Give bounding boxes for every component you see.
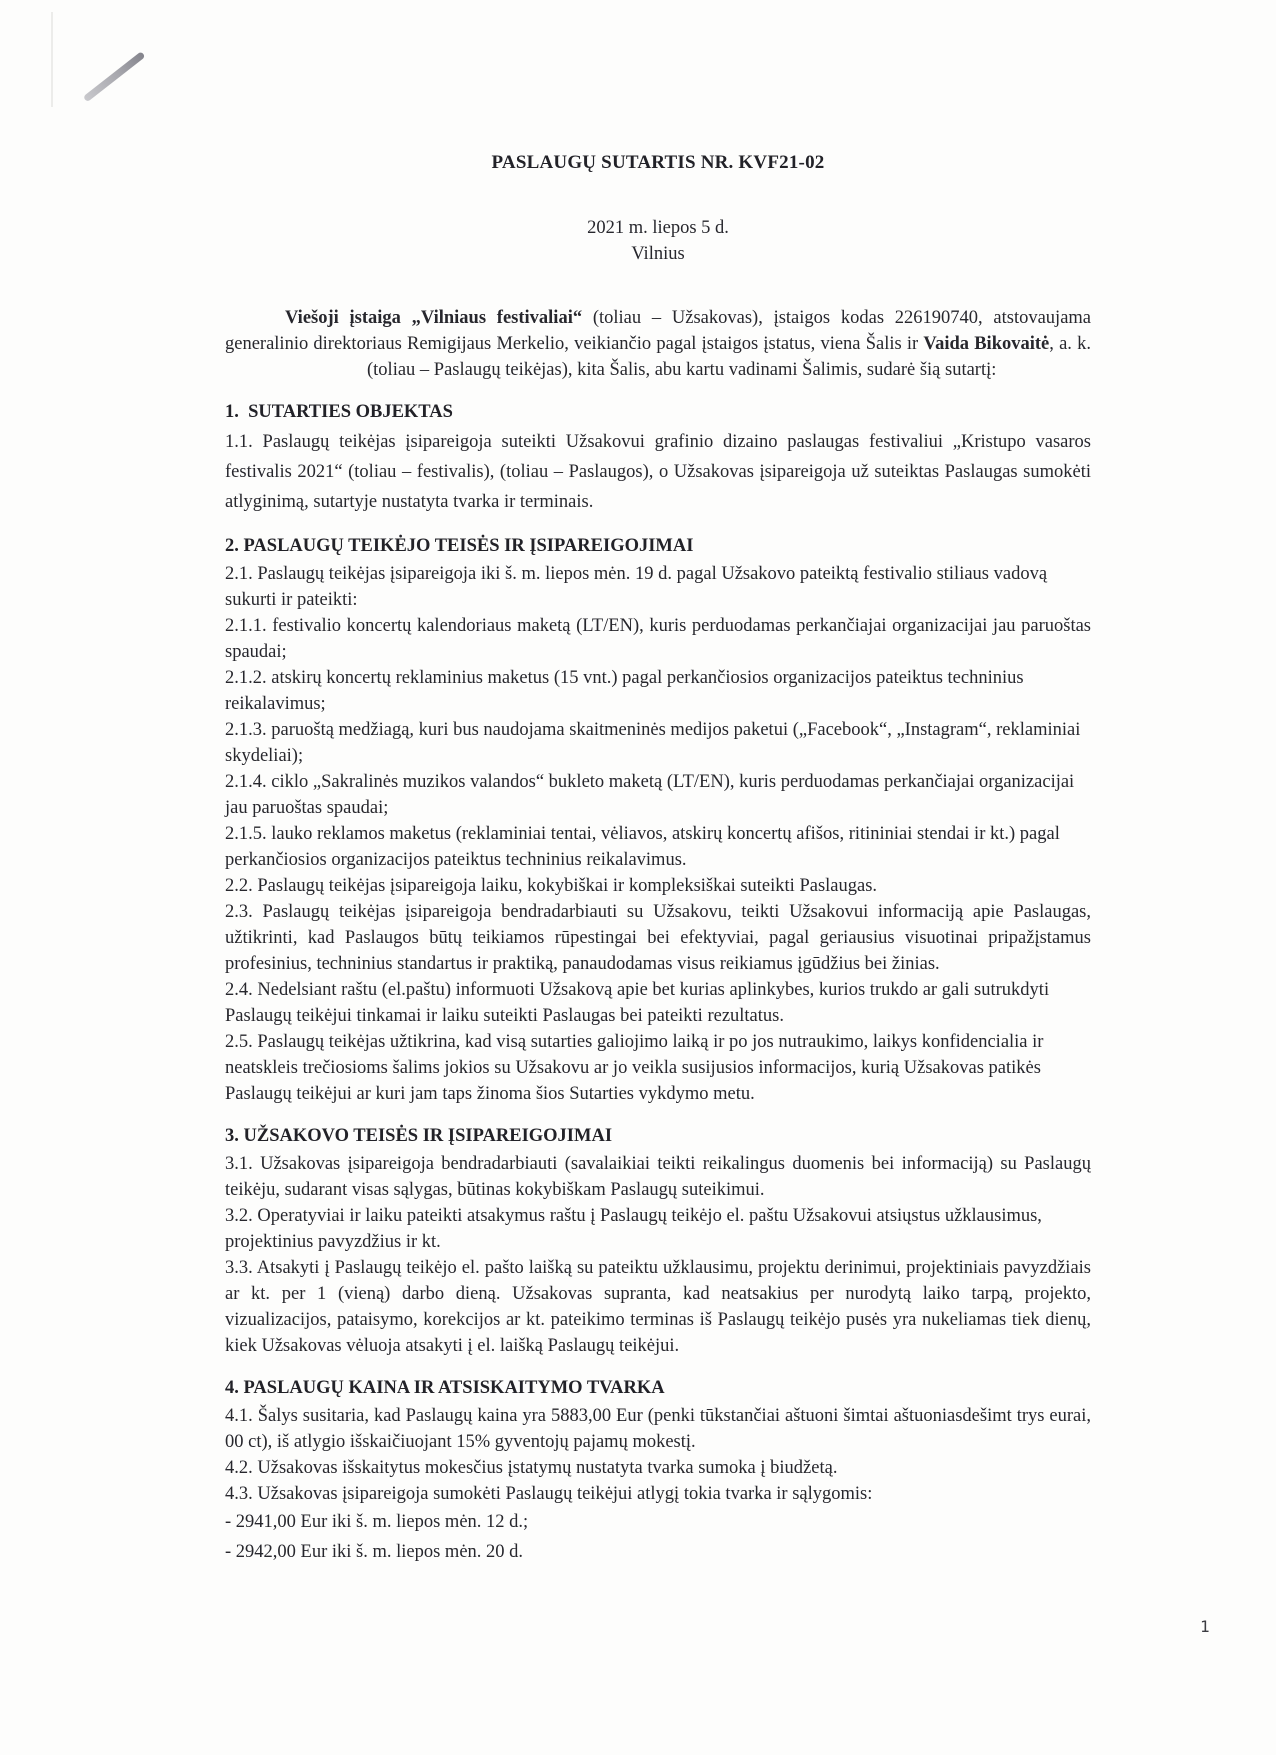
page-number: 1 [1200,1617,1210,1636]
clause-paragraph: 2.1.5. lauko reklamos maketus (reklaminiai tentai, vėliavos, atskirų koncertų afišos, ritininiai stendai ir kt.) pagal perkančiosios organizacijos pateiktus techninius reikalavimus. [225,824,1060,870]
intro-text: (toliau – Paslaugų teikėjas), kita Šalis, abu kartu vadinami Šalimis, sudarė šią sutartį: [367,360,997,380]
scan-artifact-line [51,12,53,107]
party-name: Vaida Bikovaitė [923,334,1050,354]
clause-paragraph: 3.1. Užsakovas įsipareigoja bendradarbiauti (savalaikiai teikti reikalingus duomenis bei informaciją) su Paslaugų teikėju, sudarant visas sąlygas, būtinas kokybiškam Paslaugų suteikimui. [225,1154,1091,1200]
intro-text: , a. k. [1049,334,1091,354]
text-column [225,0,1091,1567]
contract-section [225,399,1091,517]
place-line: Vilnius [631,244,685,264]
document-title: PASLAUGŲ SUTARTIS NR. KVF21-02 [491,152,825,173]
clause-paragraph: 2.1. Paslaugų teikėjas įsipareigoja iki š. m. liepos mėn. 19 d. pagal Užsakovo pateiktą festivalio stiliaus vadovą sukurti ir pateikti: [225,564,1048,610]
clause-paragraph: 2.1.1. festivalio koncertų kalendoriaus maketą (LT/EN), kuris perduodamas perkančiajai organizacijai jau paruoštas spaudai; [225,616,1091,662]
clause-paragraph: 2.5. Paslaugų teikėjas užtikrina, kad visą sutarties galiojimo laiką ir po jos nutraukimo, laikys konfidencialia ir neatskleis trečiosioms šalims jokios su Užsakovu ar jo veikla susijusios informacijos, kurią Užsakovas patikės Paslaugų teikėjui ar kuri jam taps žinoma šios Sutarties vykdymo metu. [225,1032,1044,1104]
section-heading: 2. PASLAUGŲ TEIKĖJO TEISĖS IR ĮSIPAREIGOJIMAI [225,536,694,556]
section-heading: 3. UŽSAKOVO TEISĖS IR ĮSIPAREIGOJIMAI [225,1126,613,1146]
clause-paragraph: 2.4. Nedelsiant raštu (el.paštu) informuoti Užsakovą apie bet kurias aplinkybes, kurios trukdo ar gali sutrukdyti Paslaugų teikėjui tinkamai ir laiku suteikti Paslaugas bei pateikti rezultatus. [225,980,1050,1026]
clause-paragraph: 1.1. Paslaugų teikėjas įsipareigoja suteikti Užsakovui grafinio dizaino paslaugas festivaliui „Kristupo vasaros festivalis 2021“ (toliau – festivalis), (toliau – Paslaugos), o Užsakovas įsipareigoja už suteiktas Paslaugas sumokėti atlyginimą, sutartyje nustatyta tvarka ir terminais. [225,432,1091,512]
contract-section [225,1375,1091,1567]
intro-text: (toliau – Užsakovas), įstaigos kodas 226190740, atstovaujama generalinio direktoriaus Remigijaus Merkelio, veikiančio pagal įstaigos įstatus, viena Šalis ir [225,308,1092,354]
party-name: Viešoji įstaiga „Vilniaus festivaliai“ [285,308,583,328]
clause-paragraph: - 2941,00 Eur iki š. m. liepos mėn. 12 d.; [225,1512,529,1532]
clause-paragraph: 2.3. Paslaugų teikėjas įsipareigoja bendradarbiauti su Užsakovu, teikti Užsakovui informaciją apie Paslaugas, užtikrinti, kad Paslaugos būtų teikiamos rūpestingai bei efektyviai, pagal geriausius visuotinai pripažįstamus profesinius, techninius standartus ir praktiką, panaudodamas visus reikiamus įgūdžius bei žinias. [225,902,1091,974]
clause-paragraph: 3.2. Operatyviai ir laiku pateikti atsakymus raštu į Paslaugų teikėjo el. paštu Užsakovui atsiųstus užklausimus, projektinius pavyzdžius ir kt. [225,1206,1042,1252]
date-line: 2021 m. liepos 5 d. [587,218,729,238]
clause-paragraph: 2.2. Paslaugų teikėjas įsipareigoja laiku, kokybiškai ir kompleksiškai suteikti Paslaugas. [225,876,878,896]
clause-paragraph: 4.3. Užsakovas įsipareigoja sumokėti Paslaugų teikėjui atlygį tokia tvarka ir sąlygomis: [225,1484,873,1504]
clause-paragraph: - 2942,00 Eur iki š. m. liepos mėn. 20 d. [225,1542,524,1562]
clause-paragraph: 2.1.4. ciklo „Sakralinės muzikos valandos“ bukleto maketą (LT/EN), kuris perduodamas perkančiajai organizacijai jau paruoštas spaudai; [225,772,1075,818]
contract-section [225,1123,1091,1359]
clause-paragraph: 4.1. Šalys susitaria, kad Paslaugų kaina yra 5883,00 Eur (penki tūkstančiai aštuoni šimtai aštuoniasdešimt trys eurai, 00 ct), iš atlygio išskaičiuojant 15% gyventojų pajamų mokestį. [225,1406,1091,1452]
contract-section [225,533,1091,1107]
sections-container [225,399,1091,1567]
clause-paragraph: 3.3. Atsakyti į Paslaugų teikėjo el. pašto laišką su pateiktu užklausimu, projektu derinimui, projektiniais pavyzdžiais ar kt. per 1 (vieną) darbo dieną. Užsakovas supranta, kad neatsakius per nurodytą laiko tarpą, projekto, vizualizacijos, pataisymo, korekcijos ar kt. pateikimo terminas iš Paslaugų teikėjo pusės yra nukeliamas tiek dienų, kiek Užsakovas vėluoja atsakyti į el. laišką Paslaugų teikėjui. [225,1258,1091,1356]
section-heading: 1. SUTARTIES OBJEKTAS [225,402,453,422]
clause-paragraph: 2.1.3. paruoštą medžiagą, kuri bus naudojama skaitmeninės medijos paketui („Facebook“, „Instagram“, reklaminiai skydeliai); [225,720,1081,766]
section-heading: 4. PASLAUGŲ KAINA IR ATSISKAITYMO TVARKA [225,1378,665,1398]
clause-paragraph: 4.2. Užsakovas išskaitytus mokesčius įstatymų nustatyta tvarka sumoka į biudžetą. [225,1458,838,1478]
intro-paragraph [225,305,1091,383]
pen-mark [83,51,146,102]
clause-paragraph: 2.1.2. atskirų koncertų reklaminius maketus (15 vnt.) pagal perkančiosios organizacijos pateiktus techninius reikalavimus; [225,668,1024,714]
